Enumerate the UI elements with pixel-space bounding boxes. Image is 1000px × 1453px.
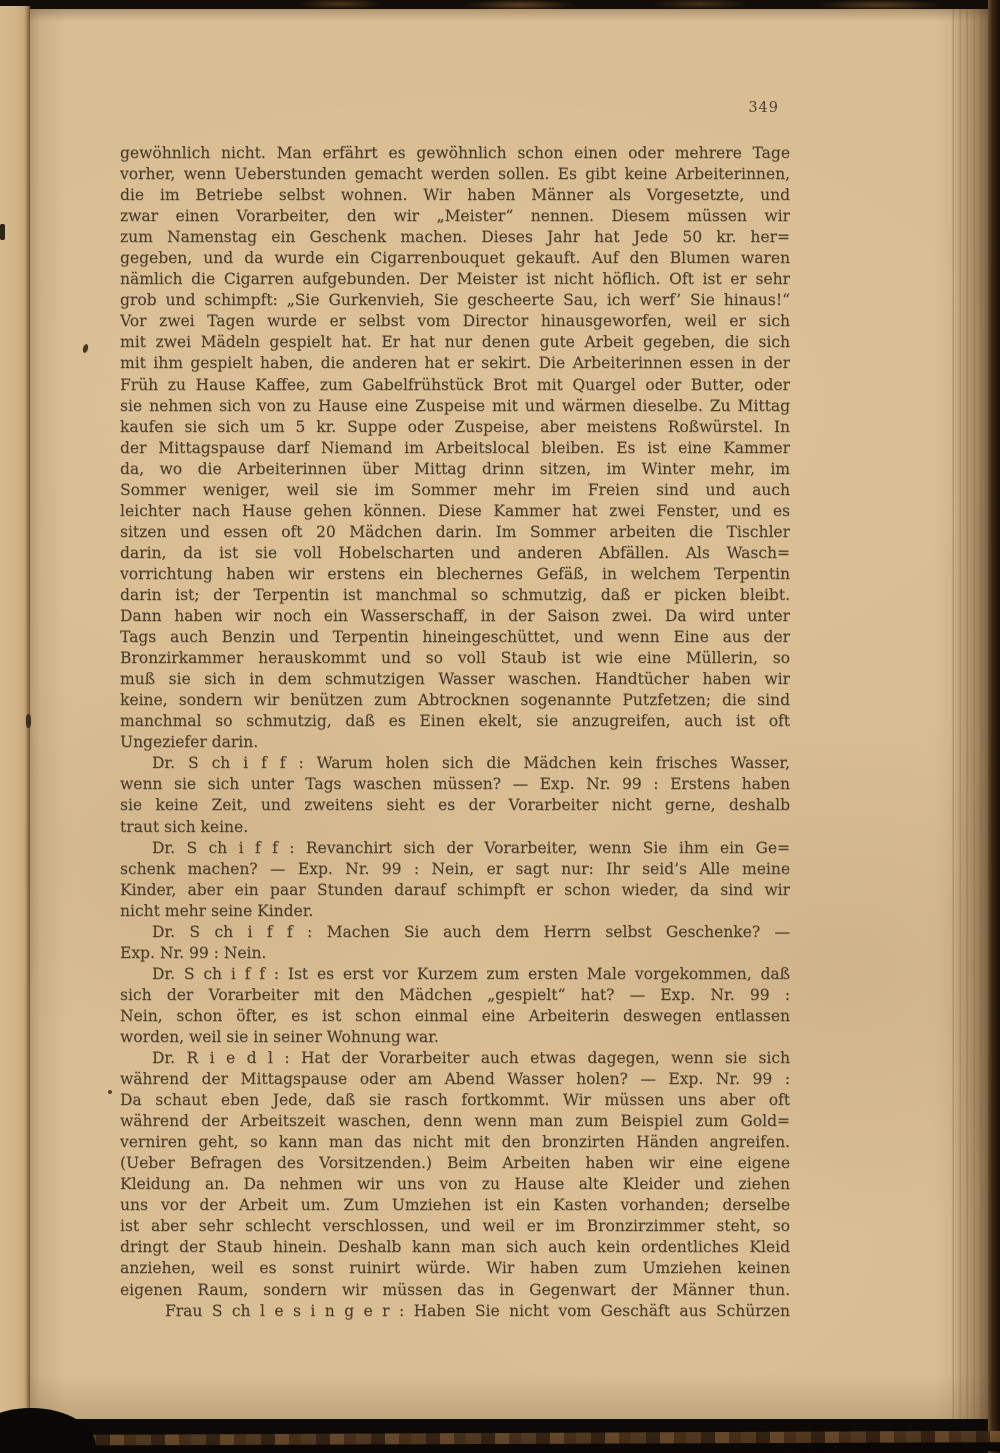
page-text [120, 143, 790, 1322]
text-line: sich der Vorarbeiter mit den Mädchen „gespielt“ hat? — Exp. Nr. 99 : [120, 985, 790, 1004]
text-line: ist aber sehr schlecht verschlossen, und weil er im Bronzirzimmer steht, so [120, 1217, 790, 1236]
text-line: sie nehmen sich von zu Hause eine Zuspeise mit und wärmen dieselbe. Zu Mittag [120, 396, 790, 415]
text-line: darin, da ist sie voll Hobelscharten und anderen Abfällen. Als Wasch= [120, 543, 790, 562]
text-line: dringt der Staub hinein. Deshalb kann man sich auch kein ordentliches Kleid [120, 1238, 790, 1257]
text-line: Bronzirkammer herauskommt und so voll Staub ist wie eine Müllerin, so [120, 649, 790, 668]
text-line: die im Betriebe selbst wohnen. Wir haben Männer als Vorgesetzte, und [120, 186, 790, 205]
text-line: worden, weil sie in seiner Wohnung war. [120, 1027, 439, 1046]
text-line: manchmal so schmutzig, daß es Einen ekelt, sie anzugreifen, auch ist oft [120, 712, 790, 731]
ink-speck [108, 1090, 112, 1094]
text-line: Nein, schon öfter, es ist schon einmal eine Arbeiterin deswegen entlassen [120, 1006, 790, 1025]
text-line: Sommer weniger, weil sie im Sommer mehr im Freien sind und auch [120, 480, 790, 499]
book-top-edge [0, 0, 1000, 9]
text-line: Dr. S ch i f f : Ist es erst vor Kurzem zum ersten Male vorgekommen, daß [152, 964, 790, 983]
text-line: grob und schimpft: „Sie Gurkenvieh, Sie gescheerte Sau, ich werf’ Sie hinaus!“ [120, 291, 790, 310]
text-line: nicht mehr seine Kinder. [120, 901, 314, 920]
text-line: vorher, wenn Ueberstunden gemacht werden sollen. Es gibt keine Arbeiterinnen, [120, 165, 790, 184]
text-line: Kleidung an. Da nehmen wir uns von zu Hause alte Kleider und ziehen [120, 1175, 790, 1194]
text-line: Vor zwei Tagen wurde er selbst vom Director hinausgeworfen, weil er sich [120, 312, 790, 331]
text-line: keine, sondern wir benützen zum Abtrocknen sogenannte Putzfetzen; die sind [120, 691, 790, 710]
text-line: nämlich die Cigarren aufgebunden. Der Meister ist nicht höflich. Oft ist er sehr [120, 270, 790, 289]
text-line: Tags auch Benzin und Terpentin hineingeschüttet, und wenn Eine aus der [120, 628, 790, 647]
text-line: gegeben, und da wurde ein Cigarrenbouquet gekauft. Auf den Blumen waren [120, 249, 790, 268]
text-line: Früh zu Hause Kaffee, zum Gabelfrühstück Brot mit Quargel oder Butter, oder [120, 375, 790, 394]
text-line: gewöhnlich nicht. Man erfährt es gewöhnlich schon einen oder mehrere Tage [120, 144, 790, 162]
text-line: verniren geht, so kann man das nicht mit den bronzirten Händen angreifen. [120, 1133, 790, 1152]
text-line: mit zwei Mädeln gespielt hat. Er hat nur denen gute Arbeit gegeben, die sich [120, 333, 790, 352]
ink-speck [0, 224, 5, 240]
text-line: wenn sie sich unter Tags waschen müssen? — Exp. Nr. 99 : Erstens haben [120, 775, 790, 794]
text-line: Exp. Nr. 99 : Nein. [120, 943, 267, 962]
text-line: sitzen und essen oft 20 Mädchen darin. Im Sommer arbeiten die Tischler [120, 522, 790, 541]
facing-page-gutter [0, 6, 30, 1420]
text-line: zum Namenstag ein Geschenk machen. Dieses Jahr hat Jede 50 kr. her= [120, 228, 790, 247]
text-line: zwar einen Vorarbeiter, den wir „Meister“ nennen. Diesem müssen wir [120, 207, 790, 226]
text-line: Kinder, aber ein paar Stunden darauf schimpft er schon wieder, da sind wir [120, 880, 790, 899]
text-line: während der Arbeitszeit waschen, denn wenn man zum Beispiel zum Gold= [120, 1112, 790, 1131]
text-line: vorrichtung haben wir erstens ein blechernes Gefäß, in welchem Terpentin [120, 564, 790, 583]
text-line: Da schaut eben Jede, daß sie rasch fortkommt. Wir müssen uns aber oft [120, 1091, 790, 1110]
text-line: sie keine Zeit, und zweitens sieht es der Vorarbeiter nicht gerne, deshalb [120, 796, 790, 815]
ink-speck [26, 714, 31, 728]
text-line: kaufen sie sich um 5 kr. Suppe oder Zuspeise, aber meistens Roßwürstel. In [120, 417, 790, 436]
text-line: Ungeziefer darin. [120, 733, 259, 752]
text-line: anziehen, weil es sonst ruinirt würde. Wir haben zum Umziehen keinen [120, 1259, 790, 1278]
text-line: leichter nach Hause gehen können. Diese Kammer hat zwei Fenster, und es [120, 501, 790, 520]
text-line: mit ihm gespielt haben, die anderen hat er sekirt. Die Arbeiterinnen essen in der [120, 354, 790, 373]
text-line: Dr. S ch i f f : Revanchirt sich der Vorarbeiter, wenn Sie ihm ein Ge= [152, 838, 790, 857]
text-line: Dann haben wir noch ein Wasserschaff, in der Saison zwei. Da wird unter [120, 607, 790, 626]
text-line: darin ist; der Terpentin ist manchmal so schmutzig, daß er picken bleibt. [120, 585, 790, 604]
text-line: Dr. R i e d l : Hat der Vorarbeiter auch etwas dagegen, wenn sie sich [152, 1049, 790, 1068]
text-line: Dr. S ch i f f : Machen Sie auch dem Herrn selbst Geschenke? — [152, 922, 790, 941]
text-line: eigenen Raum, sondern wir müssen das in Gegenwart der Männer thun. [120, 1280, 790, 1299]
page-edges-right [950, 9, 988, 1419]
text-line: Dr. S ch i f f : Warum holen sich die Mädchen kein frisches Wasser, [152, 754, 790, 773]
text-line: Frau S ch l e s i n g e r : Haben Sie nicht vom Geschäft aus Schürzen [165, 1301, 790, 1320]
text-line: schenk machen? — Exp. Nr. 99 : Nein, er sagt nur: Ihr seid’s Alle meine [120, 859, 790, 878]
text-line: (Ueber Befragen des Vorsitzenden.) Beim Arbeiten haben wir eine eigene [120, 1154, 790, 1173]
text-line: traut sich keine. [120, 817, 249, 836]
text-line: uns vor der Arbeit um. Zum Umziehen ist ein Kasten vorhanden; derselbe [120, 1196, 790, 1215]
text-line: da, wo die Arbeiterinnen über Mittag drinn sitzen, im Winter mehr, im [120, 459, 790, 478]
book-right-edge [988, 0, 1000, 1453]
page-number: 349 [748, 100, 779, 116]
text-line: während der Mittagspause oder am Abend Wasser holen? — Exp. Nr. 99 : [120, 1070, 790, 1089]
text-line: der Mittagspause darf Niemand im Arbeitslocal bleiben. Es ist eine Kammer [120, 438, 790, 457]
text-line: muß sie sich in dem schmutzigen Wasser waschen. Handtücher haben wir [120, 670, 790, 689]
